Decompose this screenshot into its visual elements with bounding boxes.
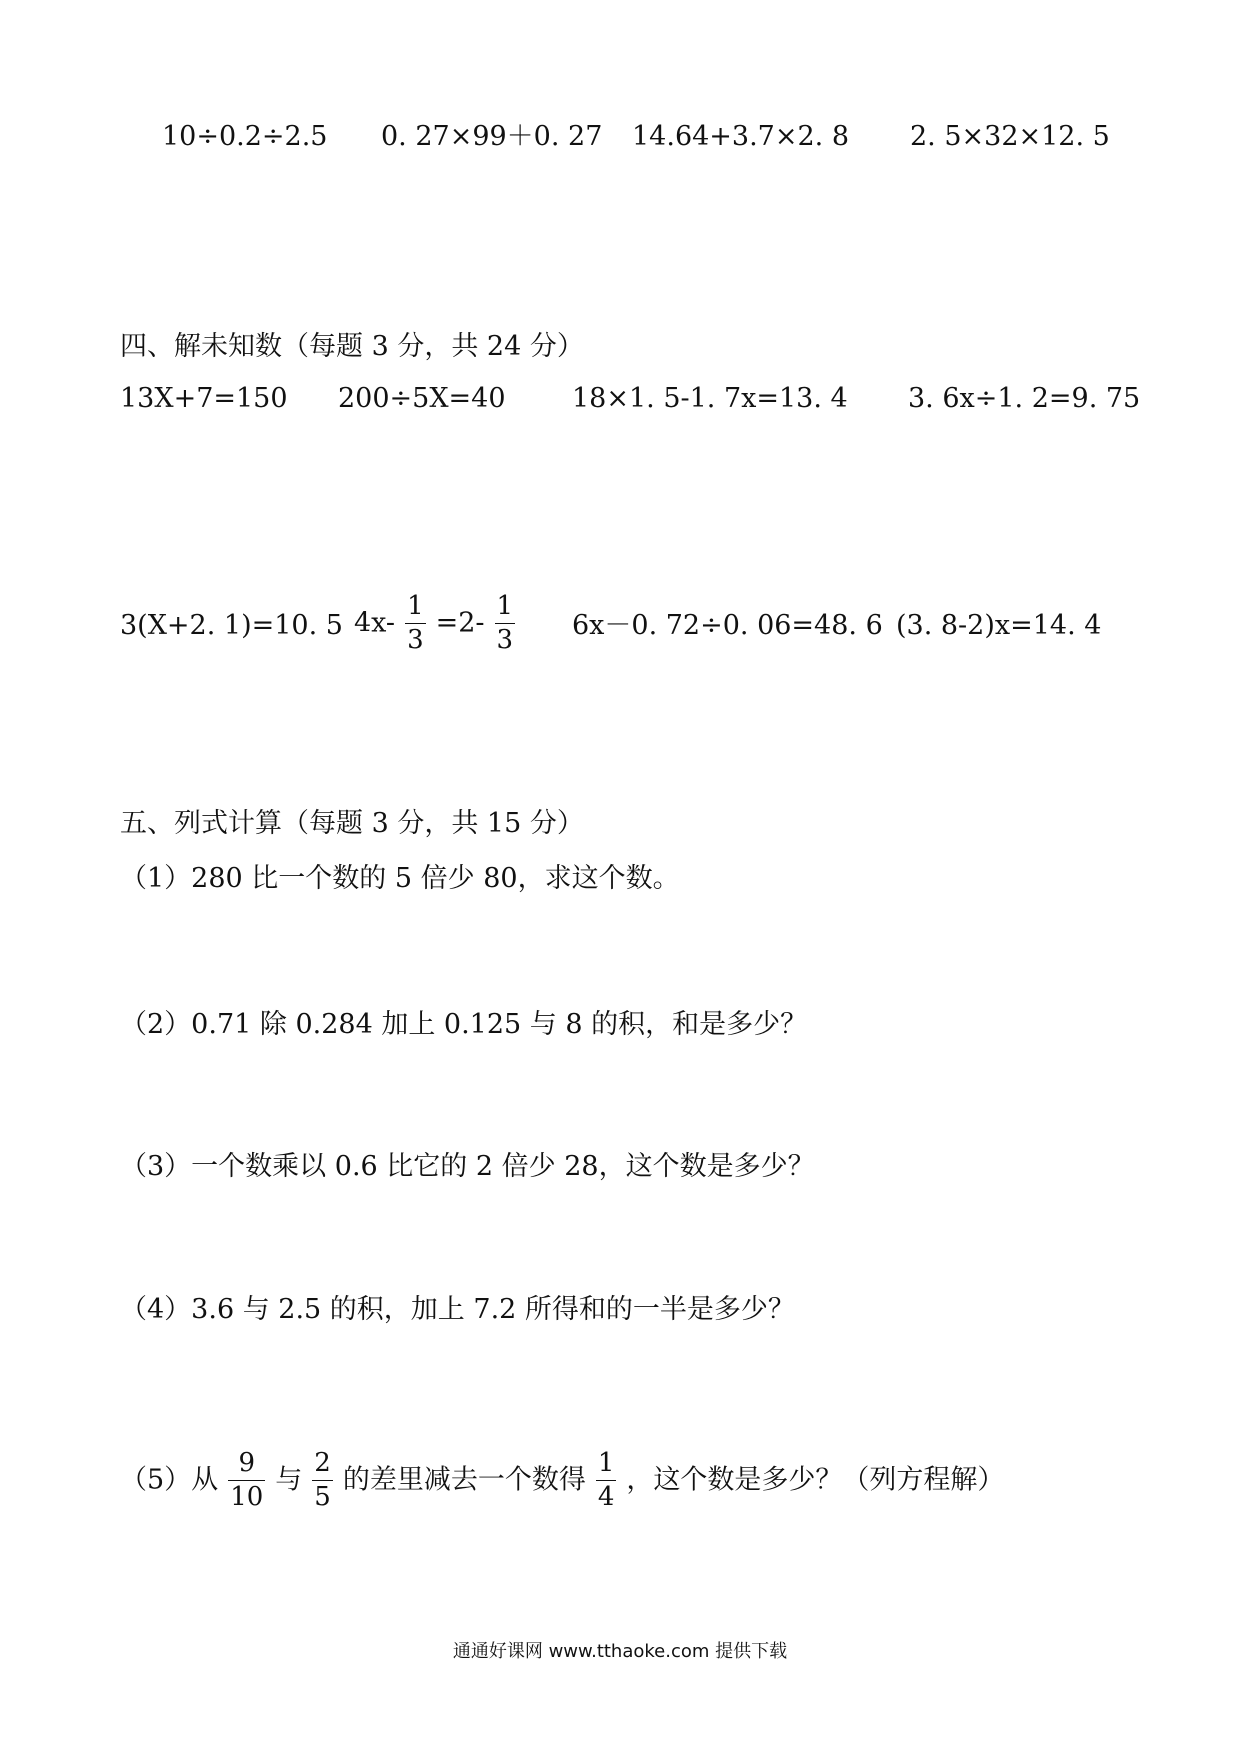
equation-4-4: 3. 6x÷1. 2=9. 75 xyxy=(908,383,1141,414)
fraction-denominator: 3 xyxy=(407,625,424,656)
question-5-suffix: ，这个数是多少？（列方程解） xyxy=(626,1464,1005,1496)
page-footer: 通通好课网 www.tthaoke.com 提供下载 xyxy=(452,1641,788,1662)
question-5-mid-1: 与 xyxy=(275,1464,303,1496)
fraction-one-third-b xyxy=(495,593,516,655)
fraction-numerator: 9 xyxy=(238,1448,255,1478)
equation-4-2: 200÷5X=40 xyxy=(338,383,506,414)
fraction-one-quarter xyxy=(596,1450,617,1512)
section-5-title: 五、列式计算（每题 3 分，共 15 分） xyxy=(120,808,584,839)
fraction-denominator: 4 xyxy=(597,1482,615,1513)
equation-4-7: 6x－0. 72÷0. 06=48. 6 xyxy=(572,610,883,641)
question-5 xyxy=(120,1450,1004,1512)
equation-4-6-part-b: =2- xyxy=(435,607,485,639)
expression-4: 2. 5×32×12. 5 xyxy=(910,121,1110,152)
fraction-denominator: 10 xyxy=(230,1482,264,1513)
question-3: （3）一个数乘以 0.6 比它的 2 倍少 28，这个数是多少？ xyxy=(120,1151,815,1182)
fraction-denominator: 5 xyxy=(314,1482,331,1513)
section-4-title: 四、解未知数（每题 3 分，共 24 分） xyxy=(120,331,584,362)
fraction-two-fifths xyxy=(312,1450,333,1512)
fraction-one-third-a xyxy=(405,593,426,655)
equation-4-1: 13X+7=150 xyxy=(120,383,288,414)
fraction-nine-tenths xyxy=(228,1450,265,1512)
fraction-numerator: 2 xyxy=(314,1448,331,1478)
equation-4-8: (3. 8-2)x=14. 4 xyxy=(896,610,1102,641)
equation-4-5: 3(X+2. 1)=10. 5 xyxy=(120,610,343,641)
equation-4-3: 18×1. 5-1. 7x=13. 4 xyxy=(572,383,848,414)
question-2: （2）0.71 除 0.284 加上 0.125 与 8 的积，和是多少？ xyxy=(120,1009,808,1040)
question-5-mid-2: 的差里减去一个数得 xyxy=(342,1464,586,1496)
fraction-numerator: 1 xyxy=(496,591,514,621)
equation-4-6 xyxy=(354,593,525,655)
question-4: （4）3.6 与 2.5 的积，加上 7.2 所得和的一半是多少？ xyxy=(120,1294,795,1325)
expression-1: 10÷0.2÷2.5 xyxy=(162,121,328,152)
equation-4-6-part-a: 4x- xyxy=(354,607,396,639)
expression-3: 14.64+3.7×2. 8 xyxy=(632,121,850,152)
question-1: （1）280 比一个数的 5 倍少 80，求这个数。 xyxy=(120,863,680,894)
fraction-numerator: 1 xyxy=(407,591,424,621)
fraction-numerator: 1 xyxy=(597,1448,615,1478)
expression-2: 0. 27×99＋0. 27 xyxy=(381,121,603,152)
question-5-prefix: （5）从 xyxy=(120,1464,219,1496)
fraction-denominator: 3 xyxy=(496,625,514,656)
